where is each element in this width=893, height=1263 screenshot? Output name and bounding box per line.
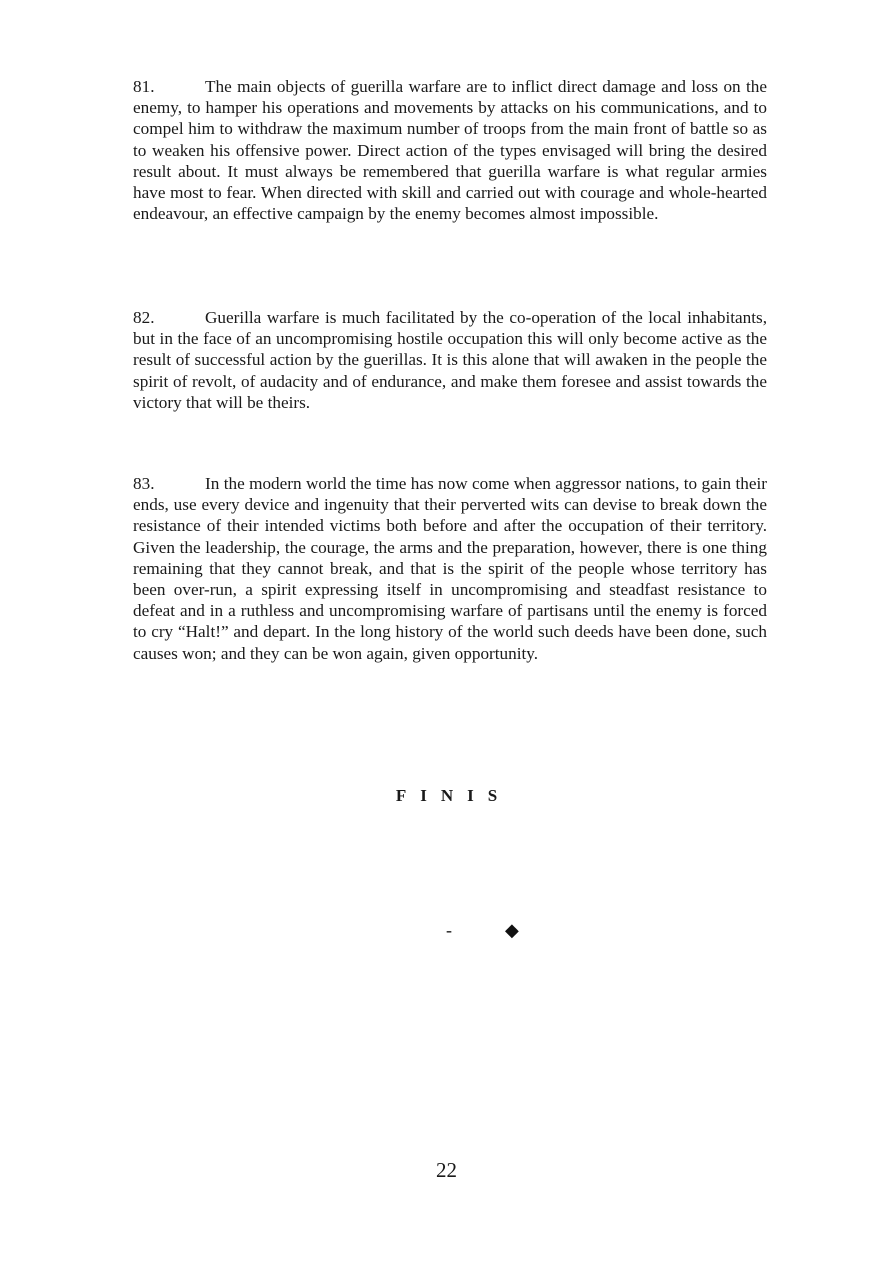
paragraph-text: The main objects of guerilla warfare are to inflict direct damage and loss on the enemy, to hamper his operations and movements by attacks on his communications, and to compel him to withdraw the maximum number of troops from the main front of battle so as to weaken his offensive power. Direct action of the types envisaged will bring the desired result about. It must always be remembered that guerilla warfare is what regular armies have most to fear. When directed with skill and carried out with courage and whole-hearted endeavour, an effective campaign by the enemy becomes almost impossible.: [133, 77, 767, 224]
finis-heading: FINIS: [395, 786, 512, 805]
paragraph-text: In the modern world the time has now come when aggressor nations, to gain their ends, use every device and ingenuity that their perverted wits can devise to break down the resistance of their intended victims both before and after the occupation of their territory. Given the leadership, the courage, the arms and the preparation, however, there is one thing remaining that they cannot break, and that is the spirit of the people whose territory has been over-run, a spirit expressing itself in uncompromising and steadfast resistance to defeat and in a ruthless and uncompromising warfare of partisans until the enemy is forced to cry “Halt!” and depart. In the long history of the world such deeds have been done, such causes won; and they can be won again, given opportunity.: [133, 474, 767, 663]
paragraph-81: [133, 76, 767, 224]
page-number: 22: [436, 1158, 457, 1182]
paragraph-number: 81.: [133, 77, 155, 96]
paragraph-number: 82.: [133, 308, 155, 327]
paragraph-number: 83.: [133, 474, 155, 493]
ornament-dot: ◆: [505, 920, 519, 940]
paragraph-83: [133, 473, 767, 664]
paragraph-text: Guerilla warfare is much facilitated by the co-operation of the local inhabitants, but in the face of an uncompromising hostile occupation this will only become active as the result of successful action by the guerillas. It is this alone that will awaken in the people the spirit of revolt, of audacity and of endurance, and make them foresee and assist towards the victory that will be theirs.: [133, 308, 767, 412]
ornament-dash: -: [446, 920, 452, 940]
paragraph-82: [133, 307, 767, 413]
